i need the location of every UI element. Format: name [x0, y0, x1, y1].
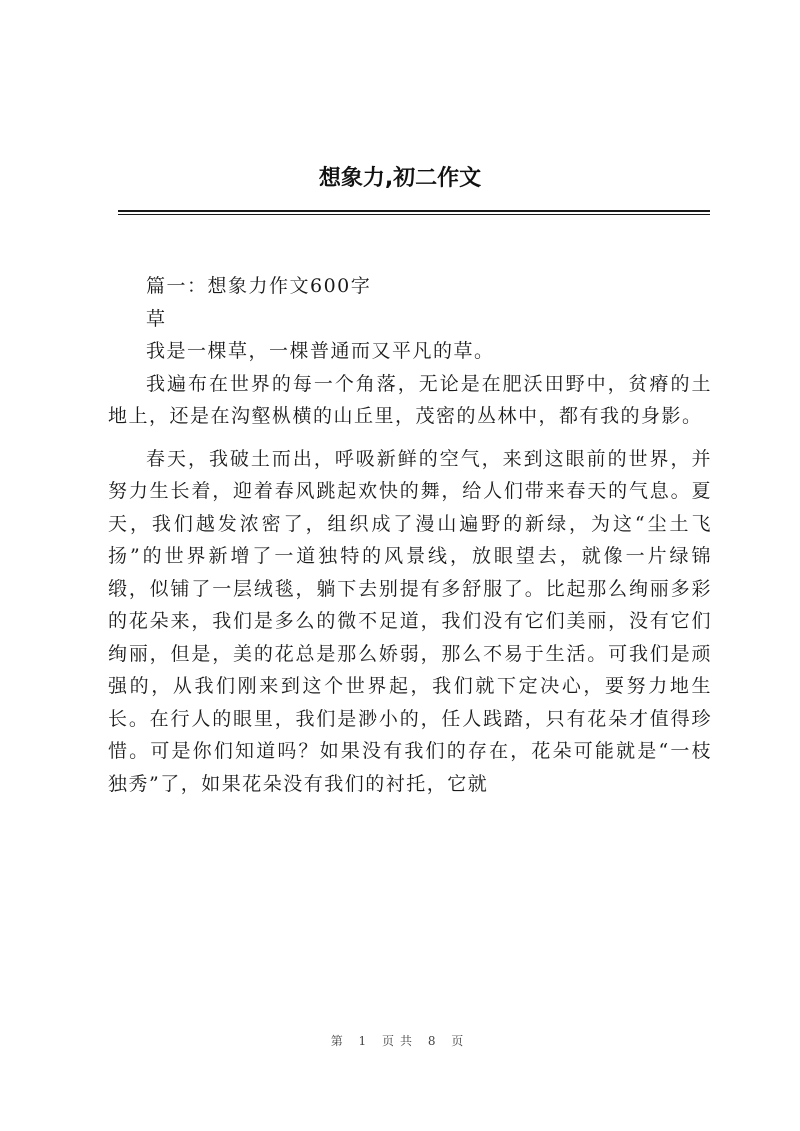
essay-heading: 篇一：想象力作文600字: [146, 275, 372, 297]
essay-body: [108, 270, 712, 800]
paragraph-2: 我遍布在世界的每一个角落，无论是在肥沃田野中，贫瘠的土地上，还是在沟壑枞横的山丘里，茂密的丛林中，都有我的身影。: [108, 372, 712, 427]
paragraph-1: 我是一棵草，一棵普通而又平凡的草。: [146, 340, 495, 362]
paragraph-3: 春天，我破土而出，呼吸新鲜的空气，来到这眼前的世界，并努力生长着，迎着春风跳起欢快的舞，给人们带来春天的气息。夏天，我们越发浓密了，组织成了漫山遍野的新绿，为这“尘土飞扬”的世界新增了一道独特的风景线，放眼望去，就像一片绿锦缎，似铺了一层绒毯，躺下去别提有多舒服了。比起那么绚丽多彩的花朵来，我们是多么的微不足道，我们没有它们美丽，没有它们绚丽，但是，美的花总是那么娇弱，那么不易于生活。可我们是顽强的，从我们刚来到这个世界起，我们就下定决心，要努力地生长。在行人的眼里，我们是渺小的，任人践踏，只有花朵才值得珍惜。可是你们知道吗？如果没有我们的存在，花朵可能就是“一枝独秀”了，如果花朵没有我们的衬托，它就: [108, 447, 712, 795]
title-divider: [118, 210, 710, 215]
essay-subtitle: 草: [146, 307, 167, 330]
page-number: 第 1 页共 8 页: [330, 1034, 470, 1048]
document-title: 想象力,初二作文: [318, 166, 482, 191]
